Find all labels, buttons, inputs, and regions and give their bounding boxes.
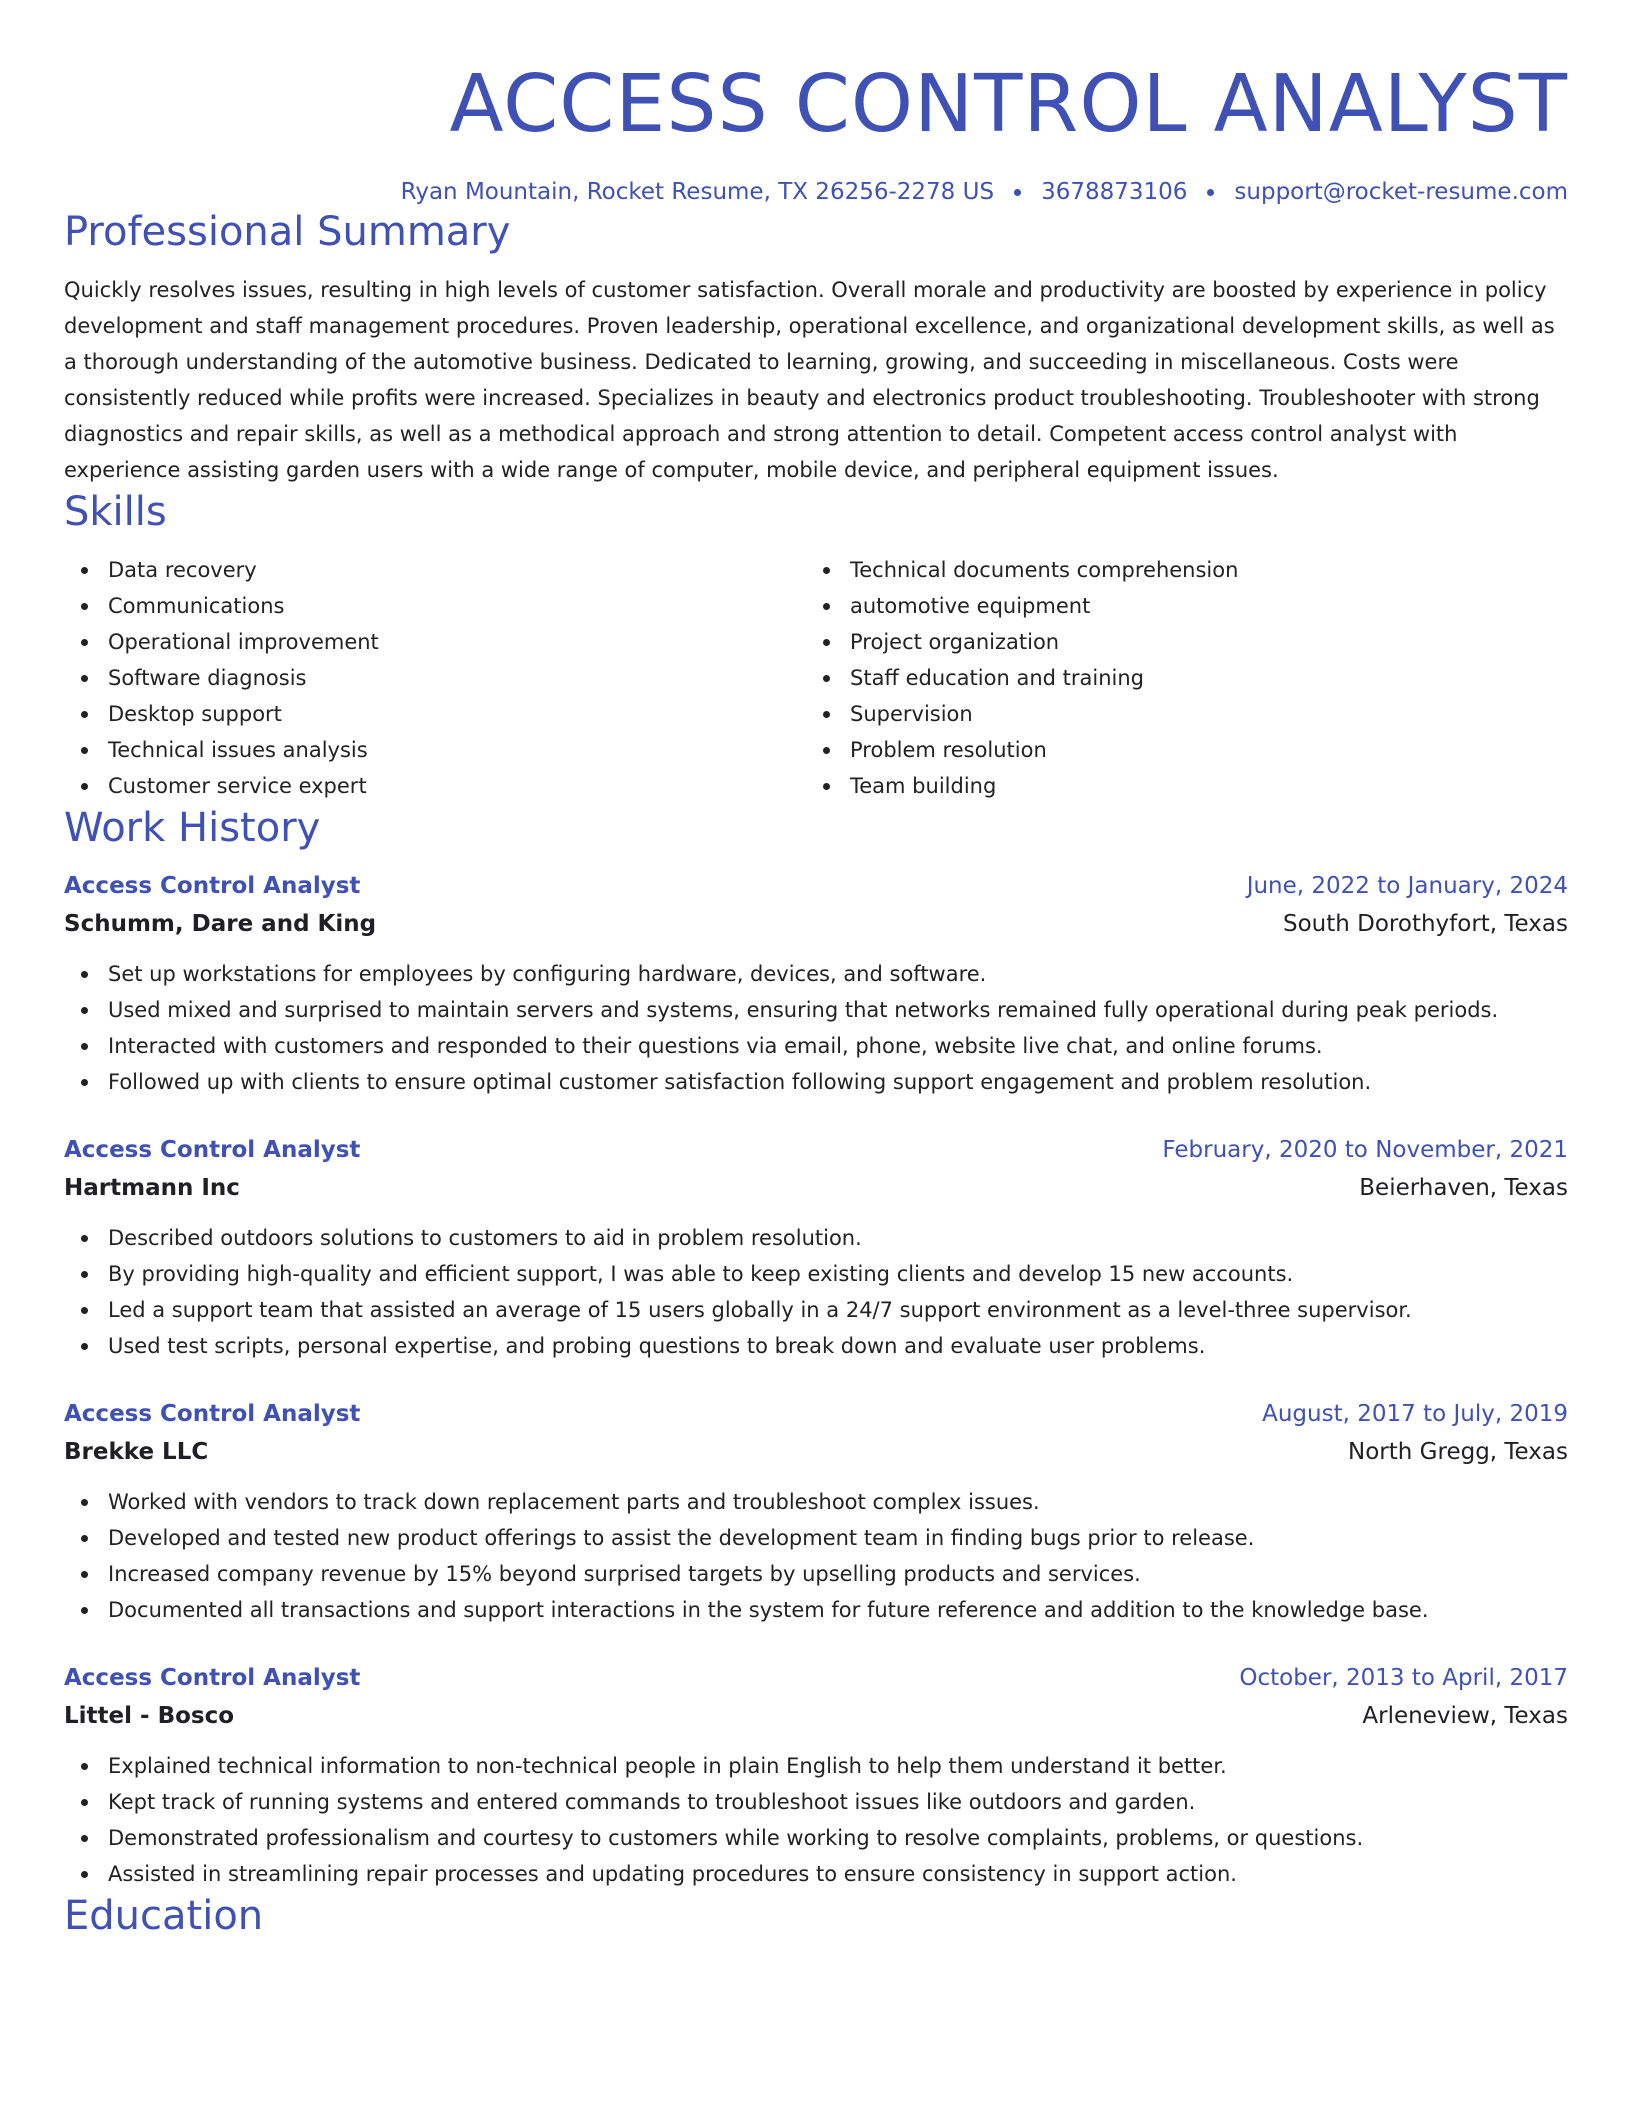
job-bullet: Described outdoors solutions to customers to aid in problem resolution.: [64, 1220, 1568, 1256]
job-location: Beierhaven, Texas: [1359, 1175, 1568, 1201]
resume-page: [64, 56, 1568, 1940]
job-bullet: Set up workstations for employees by configuring hardware, devices, and software.: [64, 956, 1568, 992]
skills-columns: [64, 552, 1568, 804]
job-bullets: [64, 956, 1568, 1100]
job-bullets: [64, 1484, 1568, 1628]
job-entry: [64, 1660, 1568, 1892]
job-company: Littel - Bosco: [64, 1703, 235, 1729]
job-bullet: Kept track of running systems and entered commands to troubleshoot issues like outdoors and garden.: [64, 1784, 1568, 1820]
job-company: Hartmann Inc: [64, 1175, 240, 1201]
job-bullet: Demonstrated professionalism and courtesy to customers while working to resolve complaints, problems, or questions.: [64, 1820, 1568, 1856]
summary-text: Quickly resolves issues, resulting in high levels of customer satisfaction. Overall morale and productivity are boosted by experience in policy development and staff management procedures. Proven leadership, operational excellence, and organizational development skills, as well as a thorough understanding of the automotive business. Dedicated to learning, growing, and succeeding in miscellaneous. Costs were consistently reduced while profits were increased. Specializes in beauty and electronics product troubleshooting. Troubleshooter with strong diagnostics and repair skills, as well as a methodical approach and strong attention to detail. Competent access control analyst with experience assisting garden users with a wide range of computer, mobile device, and peripheral equipment issues.: [64, 278, 1555, 482]
skill-item: Data recovery: [64, 552, 806, 588]
job-bullet: Explained technical information to non-technical people in plain English to help them understand it better.: [64, 1748, 1568, 1784]
job-dates: February, 2020 to November, 2021: [1162, 1137, 1568, 1163]
job-bullet: Used test scripts, personal expertise, and probing questions to break down and evaluate user problems.: [64, 1328, 1568, 1364]
job-company-row: [64, 1432, 1568, 1472]
job-title: Access Control Analyst: [64, 1137, 361, 1163]
bullet-separator-icon: [1014, 189, 1021, 196]
job-company: Schumm, Dare and King: [64, 911, 377, 937]
job-dates: October, 2013 to April, 2017: [1239, 1665, 1568, 1691]
job-company-row: [64, 1696, 1568, 1736]
job-company: Brekke LLC: [64, 1439, 209, 1465]
contact-line: [64, 176, 1568, 208]
job-bullet: Assisted in streamlining repair processes and updating procedures to ensure consistency in support action.: [64, 1856, 1568, 1892]
job-bullet: Increased company revenue by 15% beyond surprised targets by upselling products and services.: [64, 1556, 1568, 1592]
job-bullets: [64, 1748, 1568, 1892]
job-entry: [64, 1396, 1568, 1628]
job-bullet: Documented all transactions and support interactions in the system for future reference and addition to the knowledge base.: [64, 1592, 1568, 1628]
job-header-row: [64, 1132, 1568, 1168]
skill-item: Staff education and training: [806, 660, 1548, 696]
job-dates: June, 2022 to January, 2024: [1246, 873, 1568, 899]
skill-item: Project organization: [806, 624, 1548, 660]
job-bullet: Led a support team that assisted an average of 15 users globally in a 24/7 support environment as a level-three supervisor.: [64, 1292, 1568, 1328]
job-bullet: By providing high-quality and efficient support, I was able to keep existing clients and develop 15 new accounts.: [64, 1256, 1568, 1292]
job-bullet: Worked with vendors to track down replacement parts and troubleshoot complex issues.: [64, 1484, 1568, 1520]
education-heading: Education: [64, 1893, 264, 1939]
skill-item: Technical issues analysis: [64, 732, 806, 768]
job-title: Access Control Analyst: [64, 873, 361, 899]
resume-title: ACCESS CONTROL ANALYST: [449, 58, 1568, 150]
job-location: North Gregg, Texas: [1348, 1439, 1568, 1465]
contact-address: Ryan Mountain, Rocket Resume, TX 26256-2278 US: [400, 179, 995, 205]
job-company-row: [64, 904, 1568, 944]
job-bullet: Developed and tested new product offerings to assist the development team in finding bugs prior to release.: [64, 1520, 1568, 1556]
job-header-row: [64, 1396, 1568, 1432]
job-header-row: [64, 868, 1568, 904]
contact-phone: 3678873106: [1041, 179, 1188, 205]
skill-item: Software diagnosis: [64, 660, 806, 696]
summary-heading: Professional Summary: [64, 209, 511, 255]
bullet-separator-icon: [1207, 189, 1214, 196]
job-title: Access Control Analyst: [64, 1665, 361, 1691]
contact-email: support@rocket-resume.com: [1234, 179, 1568, 205]
skills-list-right: [806, 552, 1548, 804]
skill-item: Customer service expert: [64, 768, 806, 804]
skill-item: Communications: [64, 588, 806, 624]
work-history-heading: Work History: [64, 805, 321, 851]
skills-list-left: [64, 552, 806, 804]
job-bullet: Interacted with customers and responded to their questions via email, phone, website live chat, and online forums.: [64, 1028, 1568, 1064]
skill-item: Desktop support: [64, 696, 806, 732]
job-header-row: [64, 1660, 1568, 1696]
skills-heading: Skills: [64, 489, 167, 535]
skill-item: Operational improvement: [64, 624, 806, 660]
skill-item: Problem resolution: [806, 732, 1548, 768]
job-entry: [64, 868, 1568, 1100]
skill-item: Technical documents comprehension: [806, 552, 1548, 588]
job-title: Access Control Analyst: [64, 1401, 361, 1427]
skill-item: Team building: [806, 768, 1548, 804]
job-bullet: Followed up with clients to ensure optimal customer satisfaction following support engagement and problem resolution.: [64, 1064, 1568, 1100]
job-company-row: [64, 1168, 1568, 1208]
job-location: South Dorothyfort, Texas: [1282, 911, 1568, 937]
job-location: Arleneview, Texas: [1362, 1703, 1568, 1729]
job-dates: August, 2017 to July, 2019: [1262, 1401, 1568, 1427]
skill-item: Supervision: [806, 696, 1548, 732]
skill-item: automotive equipment: [806, 588, 1548, 624]
job-entry: [64, 1132, 1568, 1364]
job-bullets: [64, 1220, 1568, 1364]
job-bullet: Used mixed and surprised to maintain servers and systems, ensuring that networks remained fully operational during peak periods.: [64, 992, 1568, 1028]
